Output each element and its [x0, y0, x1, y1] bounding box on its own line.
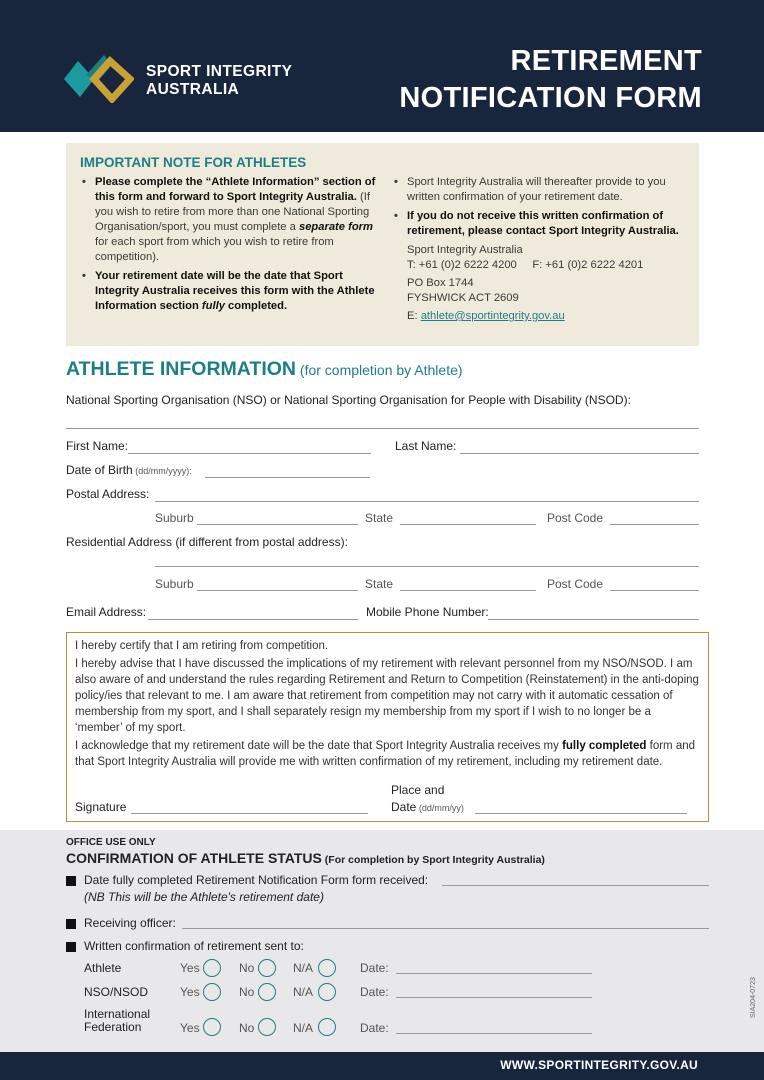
bullet-square: [66, 919, 76, 929]
athlete-na-radio[interactable]: [318, 959, 336, 977]
residential-address-field[interactable]: [155, 566, 699, 567]
date-label: Date (dd/mm/yy): [391, 800, 464, 814]
note-bullet-2: • Your retirement date will be the date that Sport Integrity Australia receives this form with the Athlete Information section fully completed.: [80, 269, 376, 314]
res-postcode-label: Post Code: [547, 577, 604, 591]
nso-yes-label: Yes: [180, 985, 200, 999]
if-date-label: Date:: [360, 1021, 389, 1035]
sport-integrity-logo-icon: [64, 53, 134, 103]
received-date-label: Date fully completed Retirement Notification Form form received:: [84, 873, 429, 887]
postal-state-label: State: [365, 511, 394, 525]
if-no-label: No: [239, 1021, 255, 1035]
signature-label: Signature: [75, 800, 127, 814]
note-bullet-1: • Please complete the “Athlete Information” section of this form and forward to Sport Integrity Australia. (If you wish to retire from more than one National Sporting Organisation/sport, you must complete a separate form for each sport from which you wish to retire from competition).: [80, 175, 376, 265]
last-name-field[interactable]: [460, 453, 699, 454]
nso-field[interactable]: [66, 428, 699, 429]
written-confirmation-label: Written confirmation of retirement sent to:: [84, 939, 304, 953]
athlete-no-radio[interactable]: [258, 959, 276, 977]
postal-suburb-label: Suburb: [155, 511, 194, 525]
email-link[interactable]: athlete@sportintegrity.gov.au: [420, 310, 565, 322]
if-date-field[interactable]: [396, 1033, 592, 1034]
residential-address-label: Residential Address (if different from postal address):: [66, 535, 348, 549]
nso-no-radio[interactable]: [258, 983, 276, 1001]
athlete-na-label: N/A: [293, 961, 314, 975]
nso-na-radio[interactable]: [318, 983, 336, 1001]
if-na-label: N/A: [293, 1021, 314, 1035]
email-field[interactable]: [148, 619, 358, 620]
row-athlete-label: Athlete: [84, 961, 122, 975]
athlete-yes-radio[interactable]: [203, 959, 221, 977]
cert-para-2: I hereby advise that I have discussed the implications of my retirement with relevant personnel from my NSO/NSOD. I am also aware of and understand the rules regarding Retirement and Return to Competition (Reinstatement) in the anti-doping policy/ies that relevant to me. I am aware that retirement from competition may not carry with it automatic cessation of membership from my sport, and I shall separately resign my membership from my sport if I wish to no longer be a ‘member’ of my sport.: [75, 658, 699, 734]
postal-address-field[interactable]: [155, 501, 699, 502]
note-heading: IMPORTANT NOTE FOR ATHLETES: [80, 155, 307, 170]
if-yes-label: Yes: [180, 1021, 200, 1035]
dob-label: Date of Birth (dd/mm/yyyy):: [66, 463, 192, 477]
form-title: RETIREMENT NOTIFICATION FORM: [399, 45, 702, 114]
res-state-field[interactable]: [400, 590, 536, 591]
nso-yes-radio[interactable]: [203, 983, 221, 1001]
postal-address-label: Postal Address:: [66, 487, 150, 501]
certification-box: [66, 632, 709, 822]
footer-bar: [0, 1052, 764, 1080]
athlete-yes-label: Yes: [180, 961, 200, 975]
contact-details: Sport Integrity Australia T: +61 (0)2 6222 4200 F: +61 (0)2 6222 4201 PO Box 1744 FYSHWICK ACT 2609 E: athlete@sportintegrity.gov.au: [407, 244, 644, 322]
nso-label: National Sporting Organisation (NSO) or National Sporting Organisation for People with Disability (NSOD):: [66, 393, 631, 407]
postal-suburb-field[interactable]: [197, 524, 358, 525]
bullet-square: [66, 876, 76, 886]
if-na-radio[interactable]: [318, 1018, 336, 1036]
row-nso-label: NSO/NSOD: [84, 985, 149, 999]
res-state-label: State: [365, 577, 394, 591]
nso-date-field[interactable]: [396, 997, 592, 998]
res-postcode-field[interactable]: [610, 590, 699, 591]
note-bullet-4: • If you do not receive this written confirmation of retirement, please contact Sport Integrity Australia.: [392, 209, 688, 239]
important-note-box: [66, 143, 699, 346]
postal-postcode-label: Post Code: [547, 511, 604, 525]
note-left-column: [80, 175, 376, 318]
receiving-officer-field[interactable]: [182, 928, 709, 929]
res-suburb-label: Suburb: [155, 577, 194, 591]
athlete-info-heading: ATHLETE INFORMATION (for completion by Athlete): [66, 358, 463, 380]
place-date-field[interactable]: [475, 813, 687, 814]
website-link[interactable]: WWW.SPORTINTEGRITY.GOV.AU: [500, 1058, 698, 1072]
cert-para-3: I acknowledge that my retirement date will be the date that Sport Integrity Australia receives my fully completed form and that Sport Integrity Australia will provide me with written confirmation of my retirement, including my retirement date.: [75, 740, 696, 768]
postal-postcode-field[interactable]: [610, 524, 699, 525]
email-label: Email Address:: [66, 605, 147, 619]
place-label: Place and: [391, 783, 445, 797]
nso-date-label: Date:: [360, 985, 389, 999]
office-heading: CONFIRMATION OF ATHLETE STATUS (For completion by Sport Integrity Australia): [66, 850, 545, 866]
received-date-note: (NB This will be the Athlete's retirement date): [84, 890, 324, 904]
first-name-label: First Name:: [66, 439, 129, 453]
athlete-date-label: Date:: [360, 961, 389, 975]
header-banner: [0, 0, 764, 132]
mobile-field[interactable]: [488, 619, 699, 620]
athlete-no-label: No: [239, 961, 255, 975]
nso-no-label: No: [239, 985, 255, 999]
receiving-officer-label: Receiving officer:: [84, 916, 176, 930]
last-name-label: Last Name:: [395, 439, 457, 453]
nso-na-label: N/A: [293, 985, 314, 999]
mobile-label: Mobile Phone Number:: [366, 605, 489, 619]
cert-para-1: I hereby certify that I am retiring from competition.: [75, 640, 329, 652]
if-yes-radio[interactable]: [203, 1018, 221, 1036]
office-use-label: OFFICE USE ONLY: [66, 837, 156, 848]
logo-wordmark: SPORT INTEGRITY AUSTRALIA: [146, 63, 293, 98]
note-bullet-3: • Sport Integrity Australia will thereafter provide to you written confirmation of your retirement date.: [392, 175, 688, 205]
bullet-square: [66, 942, 76, 952]
dob-field[interactable]: [205, 477, 370, 478]
office-use-section: [0, 830, 764, 1052]
first-name-field[interactable]: [128, 453, 371, 454]
note-right-column: [392, 175, 688, 324]
signature-field[interactable]: [131, 813, 368, 814]
postal-state-field[interactable]: [400, 524, 536, 525]
received-date-field[interactable]: [442, 885, 709, 886]
if-no-radio[interactable]: [258, 1018, 276, 1036]
row-if-label: International Federation: [84, 1007, 151, 1034]
athlete-date-field[interactable]: [396, 973, 592, 974]
form-code: SIA204-0723: [750, 977, 757, 1018]
res-suburb-field[interactable]: [197, 590, 358, 591]
